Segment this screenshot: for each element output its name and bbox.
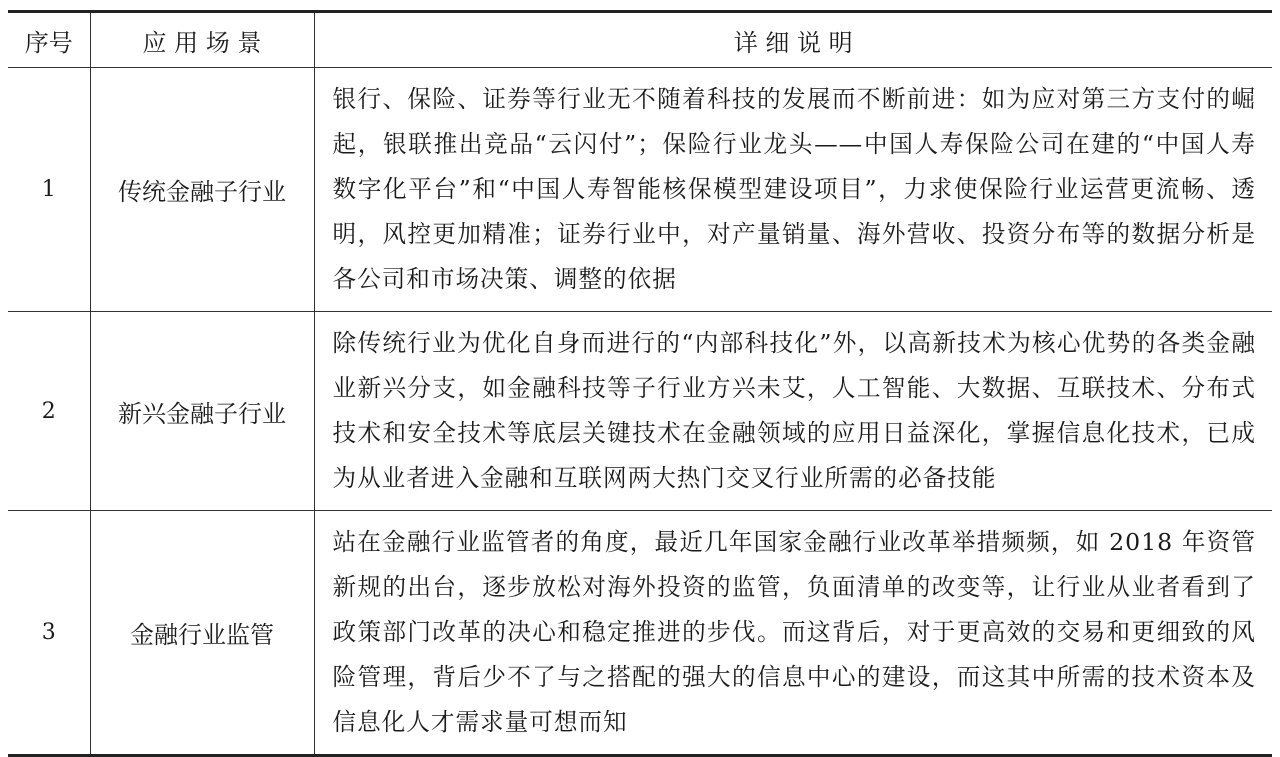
row-description: 银行、保险、证券等行业无不随着科技的发展而不断前进：如为应对第三方支付的崛起，银联推出竞品“云闪付”；保险行业龙头——中国人寿保险公司在建的“中国人寿数字化平台”和“中国人寿智能核保模型建设项目”，力求使保险行业运营更流畅、透明，风控更加精准；证券行业中，对产量销量、海外营收、投资分布等的数据分析是各公司和市场决策、调整的依据 [314,68,1272,312]
table-row [8,68,1272,312]
application-scenarios-table [8,10,1272,757]
row-description: 除传统行业为优化自身而进行的“内部科技化”外，以高新技术为核心优势的各类金融业新兴分支，如金融科技等子行业方兴未艾，人工智能、大数据、互联技术、分布式技术和安全技术等底层关键技术在金融领域的应用日益深化，掌握信息化技术，已成为从业者进入金融和互联网两大热门交叉行业所需的必备技能 [314,312,1272,511]
table-row [8,312,1272,511]
row-number: 2 [8,312,90,511]
row-description: 站在金融行业监管者的角度，最近几年国家金融行业改革举措频频，如 2018 年资管新规的出台，逐步放松对海外投资的监管，负面清单的改变等，让行业从业者看到了政策部门改革的决心和稳定推进的步伐。而这背后，对于更高效的交易和更细致的风险管理，背后少不了与之搭配的强大的信息中心的建设，而这其中所需的技术资本及信息化人才需求量可想而知 [314,511,1272,756]
header-number: 序号 [8,12,90,68]
table-row [8,511,1272,756]
row-number: 1 [8,68,90,312]
row-scene: 金融行业监管 [90,511,314,756]
table-header [8,12,1272,68]
header-row [8,12,1272,68]
header-description: 详 细 说 明 [314,12,1272,68]
row-number: 3 [8,511,90,756]
row-scene: 传统金融子行业 [90,68,314,312]
table-body [8,68,1272,756]
row-scene: 新兴金融子行业 [90,312,314,511]
header-scene: 应 用 场 景 [90,12,314,68]
